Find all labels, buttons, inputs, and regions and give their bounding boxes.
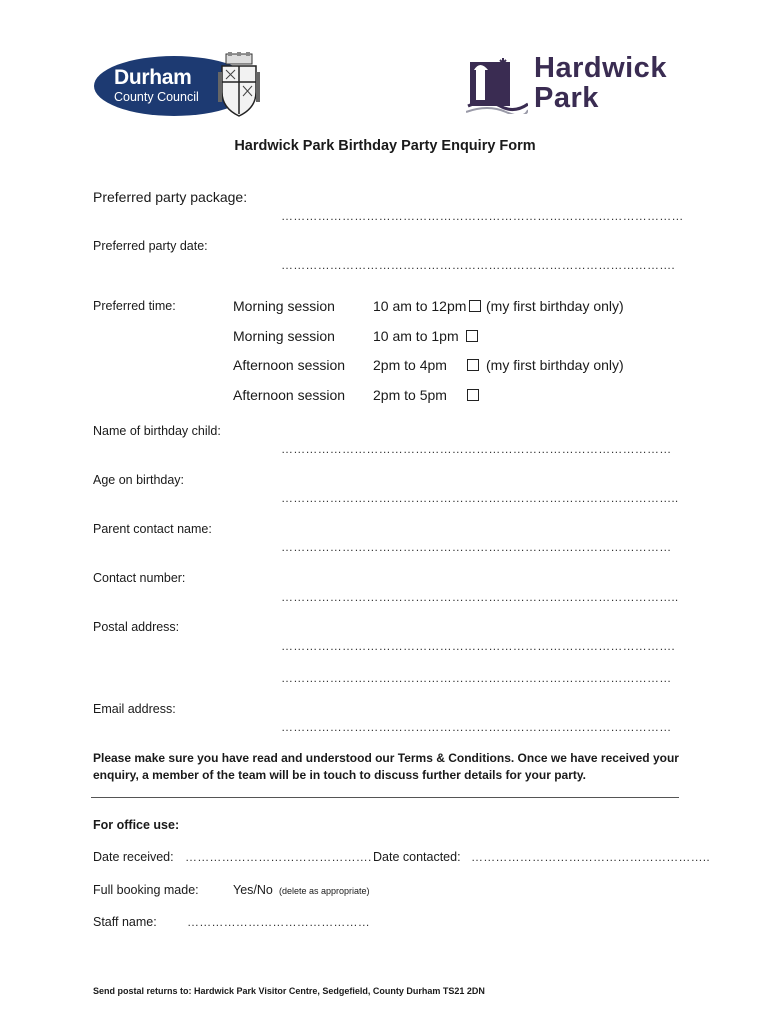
park-logo-text: Park (534, 82, 599, 114)
session-time: 10 am to 12pm (373, 298, 467, 314)
divider (91, 797, 679, 798)
booking-note: (delete as appropriate) (279, 886, 370, 896)
age-label: Age on birthday: (93, 473, 185, 487)
postal-address-input-line[interactable]: ……………………………………………………………………………………. (281, 639, 675, 653)
session-note: (my first birthday only) (486, 298, 624, 314)
footer-address: Send postal returns to: Hardwick Park Visitor Centre, Sedgefield, County Durham TS21 2DN (93, 986, 485, 996)
page-title: Hardwick Park Birthday Party Enquiry Form (234, 138, 536, 154)
session-checkbox[interactable] (466, 330, 478, 342)
postal-address-input-line[interactable]: …………………………………………………………………………………… (281, 671, 672, 685)
coat-of-arms-icon (218, 52, 260, 118)
session-checkbox[interactable] (469, 300, 481, 312)
hardwick-park-logo (466, 52, 676, 118)
durham-logo-subtitle: County Council (114, 90, 199, 104)
office-use-heading: For office use: (93, 818, 180, 832)
terms-notice: Please make sure you have read and understood our Terms & Conditions. Once we have received your enquiry, a member of the team will be in touch to discuss further details for your party. (93, 751, 679, 782)
hardwick-park-mark-icon (466, 56, 528, 114)
party-date-input-line[interactable]: ……………………………………………………………………………………. (281, 258, 675, 272)
session-name: Morning session (233, 298, 335, 314)
full-booking-label: Full booking made: (93, 883, 199, 897)
session-name: Afternoon session (233, 357, 346, 373)
staff-name-label: Staff name: (93, 915, 157, 929)
email-input-line[interactable]: …………………………………………………………………………………… (281, 720, 672, 734)
date-received-label: Date received: (93, 850, 174, 864)
party-date-label: Preferred party date: (93, 239, 208, 253)
contact-number-input-line[interactable]: …………………………………………………………………………………….. (281, 590, 679, 604)
postal-address-label: Postal address: (93, 620, 180, 634)
session-time: 2pm to 4pm (373, 357, 447, 373)
parent-name-label: Parent contact name: (93, 522, 212, 536)
booking-yes-no[interactable]: Yes/No (233, 883, 273, 897)
preferred-time-label: Preferred time: (93, 299, 176, 313)
date-contacted-label: Date contacted: (373, 850, 461, 864)
durham-logo-name: Durham (114, 66, 192, 89)
session-note: (my first birthday only) (486, 357, 624, 373)
hardwick-logo-text: Hardwick (534, 52, 667, 84)
child-name-input-line[interactable]: …………………………………………………………………………………… (281, 442, 672, 456)
package-label: Preferred party package: (93, 189, 248, 205)
session-name: Afternoon session (233, 387, 346, 403)
session-name: Morning session (233, 328, 335, 344)
age-input-line[interactable]: …………………………………………………………………………………….. (281, 491, 679, 505)
date-contacted-input-line[interactable]: ………………………………………………….. (471, 850, 710, 864)
session-time: 2pm to 5pm (373, 387, 447, 403)
session-checkbox[interactable] (467, 389, 479, 401)
parent-name-input-line[interactable]: …………………………………………………………………………………… (281, 540, 672, 554)
package-input-line[interactable]: ……………………………………………………………………………………… (281, 209, 684, 223)
session-checkbox[interactable] (467, 359, 479, 371)
contact-number-label: Contact number: (93, 571, 186, 585)
date-received-input-line[interactable]: ………………………………………. (185, 850, 372, 864)
child-name-label: Name of birthday child: (93, 424, 221, 438)
durham-county-council-logo (94, 52, 260, 118)
email-label: Email address: (93, 702, 176, 716)
session-time: 10 am to 1pm (373, 328, 459, 344)
staff-name-input-line[interactable]: ……………………………………… (187, 915, 370, 929)
